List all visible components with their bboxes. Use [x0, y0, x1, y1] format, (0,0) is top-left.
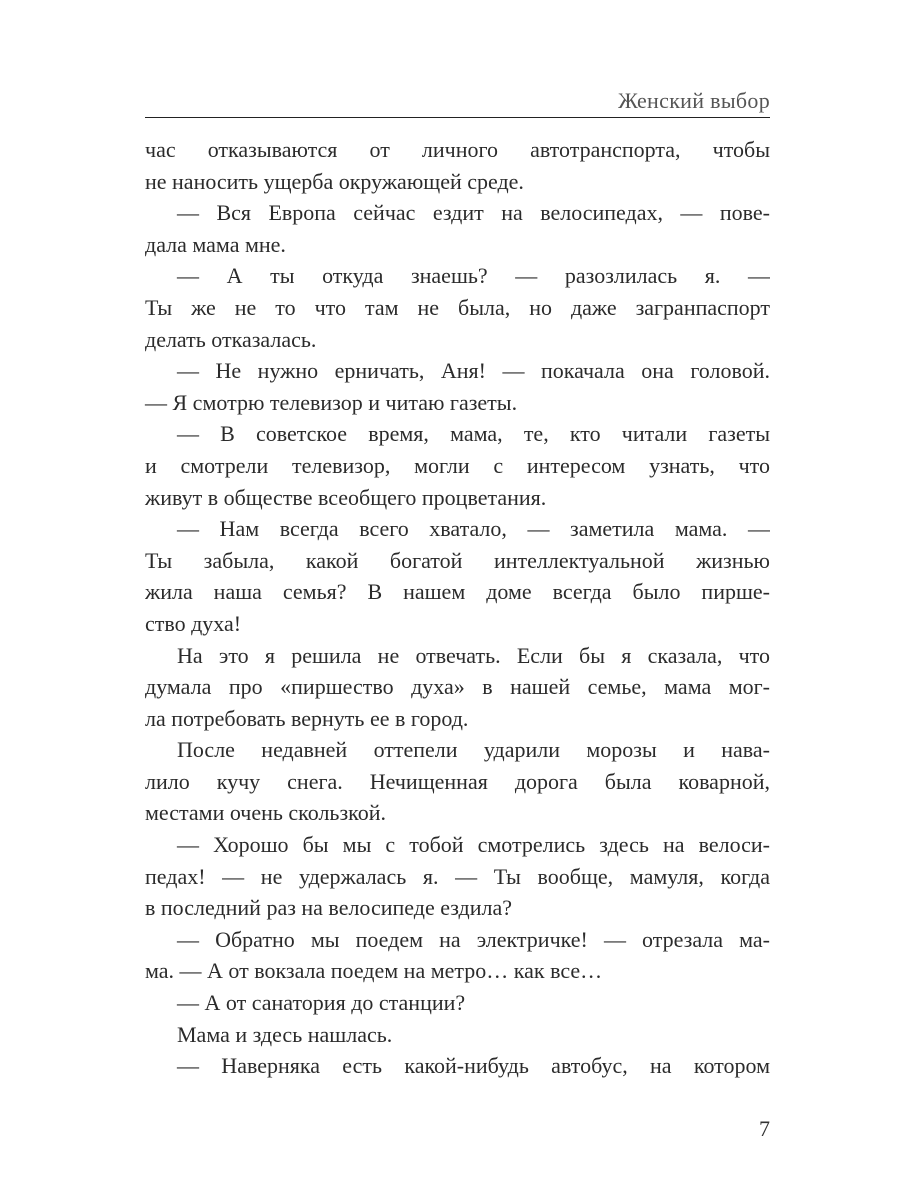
paragraph	[145, 418, 770, 513]
text-line: ство духа!	[145, 610, 242, 636]
body-text	[145, 134, 770, 1082]
text-line: Ты забыла, какой богатой интеллектуальной жизнью	[145, 547, 770, 573]
paragraph	[145, 734, 770, 829]
text-line: и смотрели телевизор, могли с интересом узнать, что	[145, 452, 770, 478]
paragraph	[145, 260, 770, 355]
paragraph	[145, 355, 770, 418]
running-head: Женский выбор	[618, 88, 770, 113]
text-line: делать отказалась.	[145, 326, 317, 352]
paragraph	[145, 640, 770, 735]
text-line: лило кучу снега. Нечищенная дорога была коварной,	[145, 768, 770, 794]
text-line: думала про «пиршество духа» в нашей семье, мама мог-	[145, 674, 770, 700]
text-line: — Обратно мы поедем на электричке! — отрезала ма-	[177, 926, 770, 952]
text-line: — А от санатория до станции?	[177, 990, 466, 1016]
paragraph	[145, 987, 770, 1019]
text-line: Мама и здесь нашлась.	[177, 1021, 393, 1047]
paragraph	[145, 197, 770, 260]
text-line: — Хорошо бы мы с тобой смотрелись здесь на велоси-	[177, 832, 770, 858]
text-line: — А ты откуда знаешь? — разозлилась я. —	[177, 263, 770, 289]
paragraph	[145, 924, 770, 987]
paragraph	[145, 829, 770, 924]
text-line: — Я смотрю телевизор и читаю газеты.	[145, 389, 518, 415]
text-line: дала мама мне.	[145, 231, 286, 257]
text-line: час отказываются от личного автотранспорта, чтобы	[145, 137, 770, 162]
page-number: 7	[759, 1116, 770, 1141]
text-line: Ты же не то что там не была, но даже загранпаспорт	[145, 294, 770, 320]
text-line: — Нам всегда всего хватало, — заметила мама. —	[177, 516, 770, 542]
paragraph	[145, 513, 770, 639]
text-line: живут в обществе всеобщего процветания.	[145, 484, 547, 510]
text-line: После недавней оттепели ударили морозы и нава-	[177, 737, 770, 763]
text-line: местами очень скользкой.	[145, 800, 387, 826]
text-line: жила наша семья? В нашем доме всегда было пирше-	[145, 579, 770, 605]
text-line: — Наверняка есть какой-нибудь автобус, на котором	[177, 1053, 770, 1079]
header-rule	[145, 117, 770, 118]
paragraph	[145, 1019, 770, 1051]
text-line: — Не нужно ерничать, Аня! — покачала она головой.	[177, 358, 770, 384]
text-line: На это я решила не отвечать. Если бы я сказала, что	[177, 642, 770, 668]
text-line: ла потребовать вернуть ее в город.	[145, 705, 469, 731]
text-line: ма. — А от вокзала поедем на метро… как все…	[145, 958, 603, 984]
text-line: — В советское время, мама, те, кто читали газеты	[177, 421, 770, 447]
text-line: — Вся Европа сейчас ездит на велосипедах, — пове-	[177, 200, 770, 226]
text-line: не наносить ущерба окружающей среде.	[145, 168, 524, 194]
paragraph	[145, 134, 770, 197]
text-line: в последний раз на велосипеде ездила?	[145, 895, 513, 921]
text-line: педах! — не удержалась я. — Ты вообще, мамуля, когда	[145, 863, 770, 889]
paragraph	[145, 1050, 770, 1082]
